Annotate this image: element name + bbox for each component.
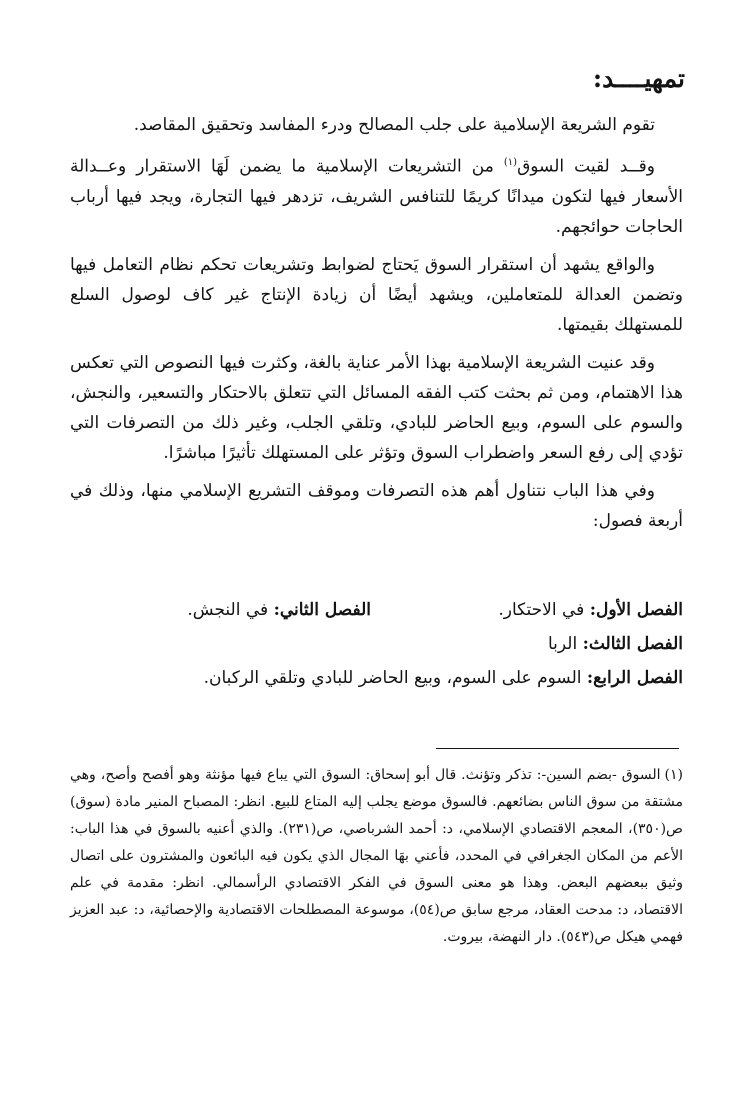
section-heading: تمهيــــد: (592, 64, 685, 93)
chapter-item (203, 661, 683, 695)
paragraph-text: وقد عنيت الشريعة الإسلامية بهذا الأمر عناية بالغة، وكثرت فيها النصوص التي تعكس هذا الاهتمام، ومن ثم بحثت كتب الفقه المسائل التي تتعلق بالاحتكار والتسعير، والنجش، والسوم على السوم، وبيع الحاضر للبادي، وتلقي الجلب، وغير ذلك من التصرفات التي تؤدي إلى رفع السعر واضطراب السوق وتؤثر على المستهلك تأثيرًا مباشرًا. (70, 352, 683, 463)
chapter-label: الفصل الثاني: (273, 600, 371, 620)
chapter-row (70, 593, 683, 627)
paragraph-text: وقــد لقيت السوق (517, 156, 655, 177)
body-text (70, 110, 683, 544)
footnote-divider (436, 748, 679, 749)
footnote (70, 762, 683, 951)
chapter-item (371, 627, 683, 661)
chapter-title: الربا (547, 634, 583, 654)
chapter-item (187, 593, 371, 627)
paragraph (70, 348, 683, 468)
chapter-row (70, 627, 683, 661)
chapter-label: الفصل الأول: (589, 600, 683, 620)
paragraph-text: من التشريعات الإسلامية ما يضمن لَهَا الاستقرار وعــدالة الأسعار فيها لتكون ميدانًا كريمًا للتنافس الشريف، تزدهر فيها التجارة، ويجد فيها أرباب الحاجات حوائجهم. (70, 156, 683, 237)
chapter-item (371, 593, 683, 627)
chapter-title: في النجش. (187, 600, 274, 620)
paragraph (70, 476, 683, 536)
paragraph (70, 110, 683, 140)
chapter-list (70, 593, 683, 695)
paragraph (70, 250, 683, 340)
chapter-row (70, 661, 683, 695)
paragraph (70, 148, 683, 242)
footnote-text: السوق -بضم السين-: تذكر وتؤنث. قال أبو إسحاق: السوق التي يباع فيها مؤنثة وهو أفصح وأصح، وهي مشتقة من سوق الناس بضائعهم. فالسوق موضع يجلب إليه المتاع للبيع. انظر: المصباح المنير مادة (سوق) ص(٣٥٠)، المعجم الاقتصادي الإسلامي، د: أحمد الشرباصي، ص(٢٣١). والذي أعنيه بالسوق في هذا الباب: الأعم من المكان الجغرافي في المحدد، فأعني بهَا المجال الذي يكون فيه البائعون والمشترون على اتصال وثيق ببعضهم البعض. وهذا هو معنى السوق في الفكر الاقتصادي الرأسمالي. انظر: مقدمة في علم الاقتصاد، د: مدحت العقاد، مرجع سابق ص(٥٤)، موسوعة المصطلحات الاقتصادية والإحصائية، د: عبد العزيز فهمي هيكل ص(٥٤٣). دار النهضة، بيروت. (70, 767, 684, 945)
paragraph-text: وفي هذا الباب نتناول أهم هذه التصرفات وموقف التشريع الإسلامي منها، وذلك في أربعة فصول: (70, 480, 683, 531)
chapter-title: في الاحتكار. (498, 600, 590, 620)
chapter-label: الفصل الثالث: (582, 634, 683, 654)
paragraph-text: والواقع يشهد أن استقرار السوق يَحتاج لضوابط وتشريعات تحكم نظام التعامل فيها وتضمن العدالة للمتعاملين، ويشهد أيضًا أن زيادة الإنتاج غير كاف لوصول السلع للمستهلك بقيمتها. (70, 254, 683, 335)
footnote-marker: (١) (664, 767, 683, 783)
paragraph-text: تقوم الشريعة الإسلامية على جلب المصالح ودرء المفاسد وتحقيق المقاصد. (133, 115, 655, 135)
chapter-label: الفصل الرابع: (586, 668, 683, 688)
footnote-reference: (١) (503, 157, 518, 168)
chapter-title: السوم على السوم، وبيع الحاضر للبادي وتلقي الركبان. (203, 668, 587, 688)
